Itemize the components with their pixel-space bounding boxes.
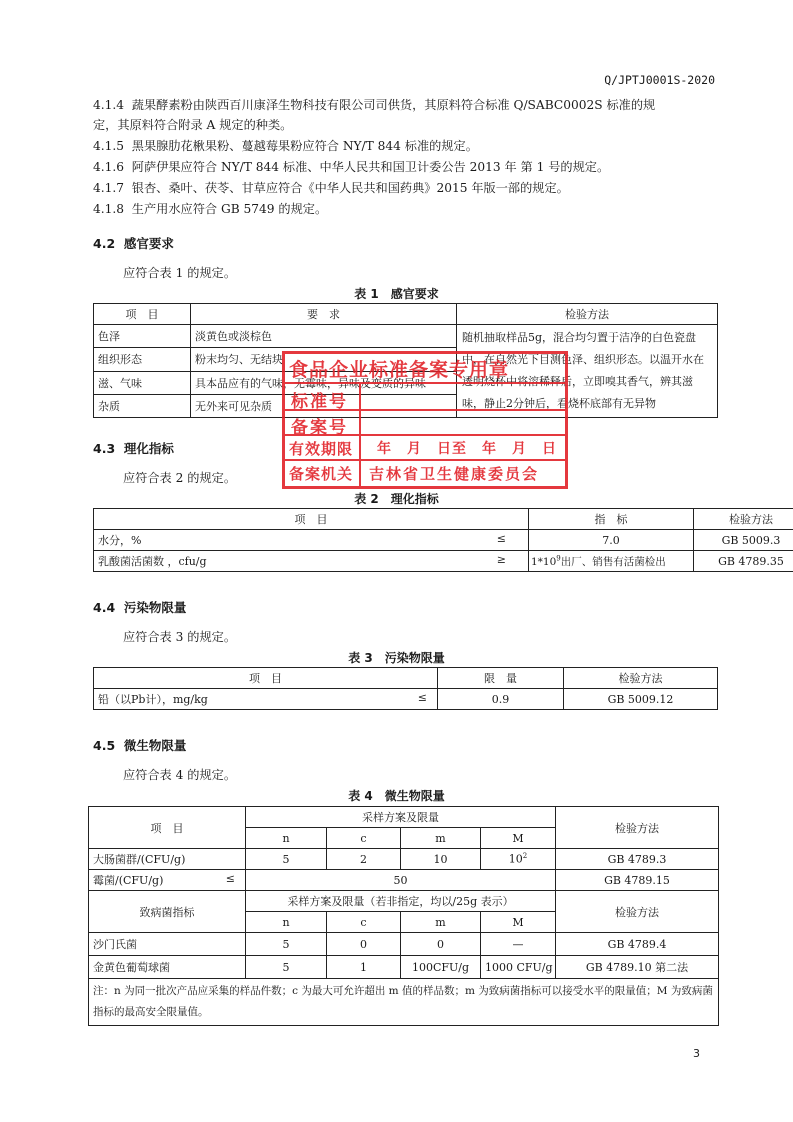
table-cell: 50 [246, 870, 556, 891]
document-id: Q/JPTJ0001S-2020 [604, 73, 715, 87]
section-title: 微生物限量 [123, 738, 187, 753]
clause-text: 银杏、桑叶、茯苓、甘草应符合《中华人民共和国药典》2015 年版一部的规定。 [131, 181, 569, 195]
section-number: 4.4 [93, 600, 116, 615]
table-cell: 滋、气味 [94, 371, 191, 394]
table-header: 要 求 [191, 304, 457, 325]
section-heading-4-2 [93, 234, 174, 252]
section-title: 感官要求 [123, 236, 174, 251]
table-cell: 粉末均匀、无结块 [191, 348, 457, 371]
table-cell: — [481, 933, 556, 956]
table-header: 项 目 [94, 509, 529, 530]
clause-number: 4.1.6 [93, 160, 125, 174]
table-header: 指 标 [529, 509, 694, 530]
table-header: 检验方法 [694, 509, 793, 530]
stamp-label: 备案机关 [289, 465, 354, 483]
table-cell: GB 4789.3 [556, 849, 719, 870]
table-caption: 表 3 污染物限量 [348, 651, 445, 665]
sensory-test-method: 随机抽取样品5g，混合均匀置于洁净的白色瓷盘中，在自然光下目测色泽、组织形态。以温开水在透明烧杯中将溶稀释后，立即嗅其香气，辨其滋味，静止2分钟后，看烧杯底部有无异物 [457, 325, 718, 418]
table-cell: GB 4789.4 [556, 933, 719, 956]
table-cell [481, 849, 556, 870]
contaminant-table [93, 667, 718, 710]
table-subheader: m [401, 912, 481, 933]
table-cell: 1000 CFU/g [481, 956, 556, 979]
table-cell: 0 [327, 933, 401, 956]
table-cell: 0.9 [438, 689, 564, 710]
table-caption: 表 4 微生物限量 [348, 789, 445, 803]
table-cell [529, 551, 694, 572]
section-title: 理化指标 [123, 441, 174, 456]
clause-number: 4.1.8 [93, 202, 125, 216]
clause-4-1-5 [93, 136, 478, 156]
table-cell [94, 551, 529, 572]
stamp-label: 备案号 [291, 418, 348, 438]
section-intro: 应符合表 2 的规定。 [123, 471, 237, 485]
section-number: 4.3 [93, 441, 116, 456]
clause-4-1-4-continued: 定，其原料符合附录 A 规定的种类。 [93, 118, 293, 132]
operator: ≥ [496, 553, 506, 566]
table-cell: 杂质 [94, 394, 191, 417]
table-cell: 色泽 [94, 325, 191, 348]
table-cell: GB 5009.3 [694, 530, 793, 551]
table-header: 项 目 [89, 807, 246, 849]
table-subheader: M [481, 912, 556, 933]
operator: ≤ [225, 872, 235, 885]
table-note: 注：n 为同一批次产品应采集的样品件数；c 为最大可允许超出 m 值的样品数；m 为致病菌指标可以接受水平的限量值；M 为致病菌指标的最高安全限量值。 [89, 979, 719, 1026]
stamp-label: 标准号 [291, 392, 348, 412]
value-base: 10 [508, 852, 523, 866]
table-cell: 具本品应有的气味，无霉味，异味及变质的异味 [191, 371, 457, 394]
clause-number: 4.1.7 [93, 181, 125, 195]
table-cell: 100CFU/g [401, 956, 481, 979]
physicochemical-table [93, 508, 793, 572]
table-header: 致病菌指标 [89, 891, 246, 933]
table-cell: 组织形态 [94, 348, 191, 371]
section-number: 4.5 [93, 738, 116, 753]
table-cell [94, 689, 438, 710]
table-cell: 淡黄色或淡棕色 [191, 325, 457, 348]
table-cell [94, 530, 529, 551]
table-cell: 1 [327, 956, 401, 979]
operator: ≤ [496, 532, 506, 545]
section-title: 污染物限量 [123, 600, 187, 615]
section-intro: 应符合表 4 的规定。 [123, 768, 237, 782]
table-cell: 大肠菌群/(CFU/g) [89, 849, 246, 870]
table-header: 采样方案及限量 [246, 807, 556, 828]
page-number: 3 [693, 1047, 700, 1060]
table-cell: GB 4789.15 [556, 870, 719, 891]
table-cell: 7.0 [529, 530, 694, 551]
table-header: 检验方法 [457, 304, 718, 325]
item-name: 铅（以Pb计），mg/kg [98, 693, 208, 706]
table-subheader: M [481, 828, 556, 849]
table-header: 检验方法 [564, 668, 718, 689]
table-cell: GB 4789.10 第二法 [556, 956, 719, 979]
clause-4-1-7 [93, 178, 569, 198]
clause-4-1-8 [93, 199, 327, 219]
table-cell: GB 4789.35 [694, 551, 793, 572]
table-cell: 无外来可见杂质 [191, 394, 457, 417]
clause-text: 阿萨伊果应符合 NY/T 844 标准、中华人民共和国卫计委公告 2013 年 第 1 号的规定。 [131, 160, 610, 174]
stamp-authority: 吉林省卫生健康委员会 [369, 465, 540, 483]
table-header: 项 目 [94, 304, 191, 325]
stamp-label: 有效期限 [289, 440, 354, 458]
operator: ≤ [417, 691, 427, 704]
table-subheader: c [327, 912, 401, 933]
section-heading-4-3 [93, 439, 174, 457]
table-cell: 5 [246, 849, 327, 870]
filing-stamp [282, 351, 568, 489]
table-header: 检验方法 [556, 891, 719, 933]
table-subheader: m [401, 828, 481, 849]
microbial-table [88, 806, 719, 1026]
table-cell: 0 [401, 933, 481, 956]
section-heading-4-5 [93, 736, 186, 754]
item-name: 霉菌/(CFU/g) [93, 874, 164, 887]
clause-4-1-6 [93, 157, 609, 177]
table-caption: 表 1 感官要求 [354, 287, 439, 301]
table-cell: 2 [327, 849, 401, 870]
table-header: 采样方案及限量（若非指定，均以/25g 表示） [246, 891, 556, 912]
table-header: 限 量 [438, 668, 564, 689]
clause-text: 黑果腺肋花楸果粉、蔓越莓果粉应符合 NY/T 844 标准的规定。 [131, 139, 478, 153]
section-intro: 应符合表 1 的规定。 [123, 266, 237, 280]
table-cell: GB 5009.12 [564, 689, 718, 710]
item-name: 乳酸菌活菌数 ，cfu/g [98, 555, 207, 568]
value-exponent: 9 [556, 554, 561, 562]
clause-4-1-4 [93, 95, 655, 115]
table-header: 项 目 [94, 668, 438, 689]
section-intro: 应符合表 3 的规定。 [123, 630, 237, 644]
table-caption: 表 2 理化指标 [354, 492, 439, 506]
table-cell: 5 [246, 956, 327, 979]
section-number: 4.2 [93, 236, 116, 251]
table-cell [89, 870, 246, 891]
table-cell: 金黄色葡萄球菌 [89, 956, 246, 979]
table-subheader: n [246, 912, 327, 933]
value-text: 出厂、销售有活菌检出 [560, 555, 666, 568]
clause-text: 蔬果酵素粉由陕西百川康泽生物科技有限公司司供货，其原料符合标准 Q/SABC0002S 标准的规 [131, 98, 656, 112]
table-cell: 5 [246, 933, 327, 956]
clause-number: 4.1.5 [93, 139, 125, 153]
table-cell: 沙门氏菌 [89, 933, 246, 956]
stamp-validity: 年 月 日至 年 月 日 [377, 441, 557, 457]
table-subheader: n [246, 828, 327, 849]
table-cell: 10 [401, 849, 481, 870]
item-name: 水分，% [98, 534, 142, 547]
stamp-title: 食品企业标准备案专用章 [289, 359, 510, 381]
table-subheader: c [327, 828, 401, 849]
clause-text: 生产用水应符合 GB 5749 的规定。 [131, 202, 328, 216]
value-base: 1*10 [531, 555, 557, 568]
section-heading-4-4 [93, 598, 186, 616]
value-exponent: 2 [522, 852, 528, 861]
table-header: 检验方法 [556, 807, 719, 849]
clause-number: 4.1.4 [93, 98, 125, 112]
